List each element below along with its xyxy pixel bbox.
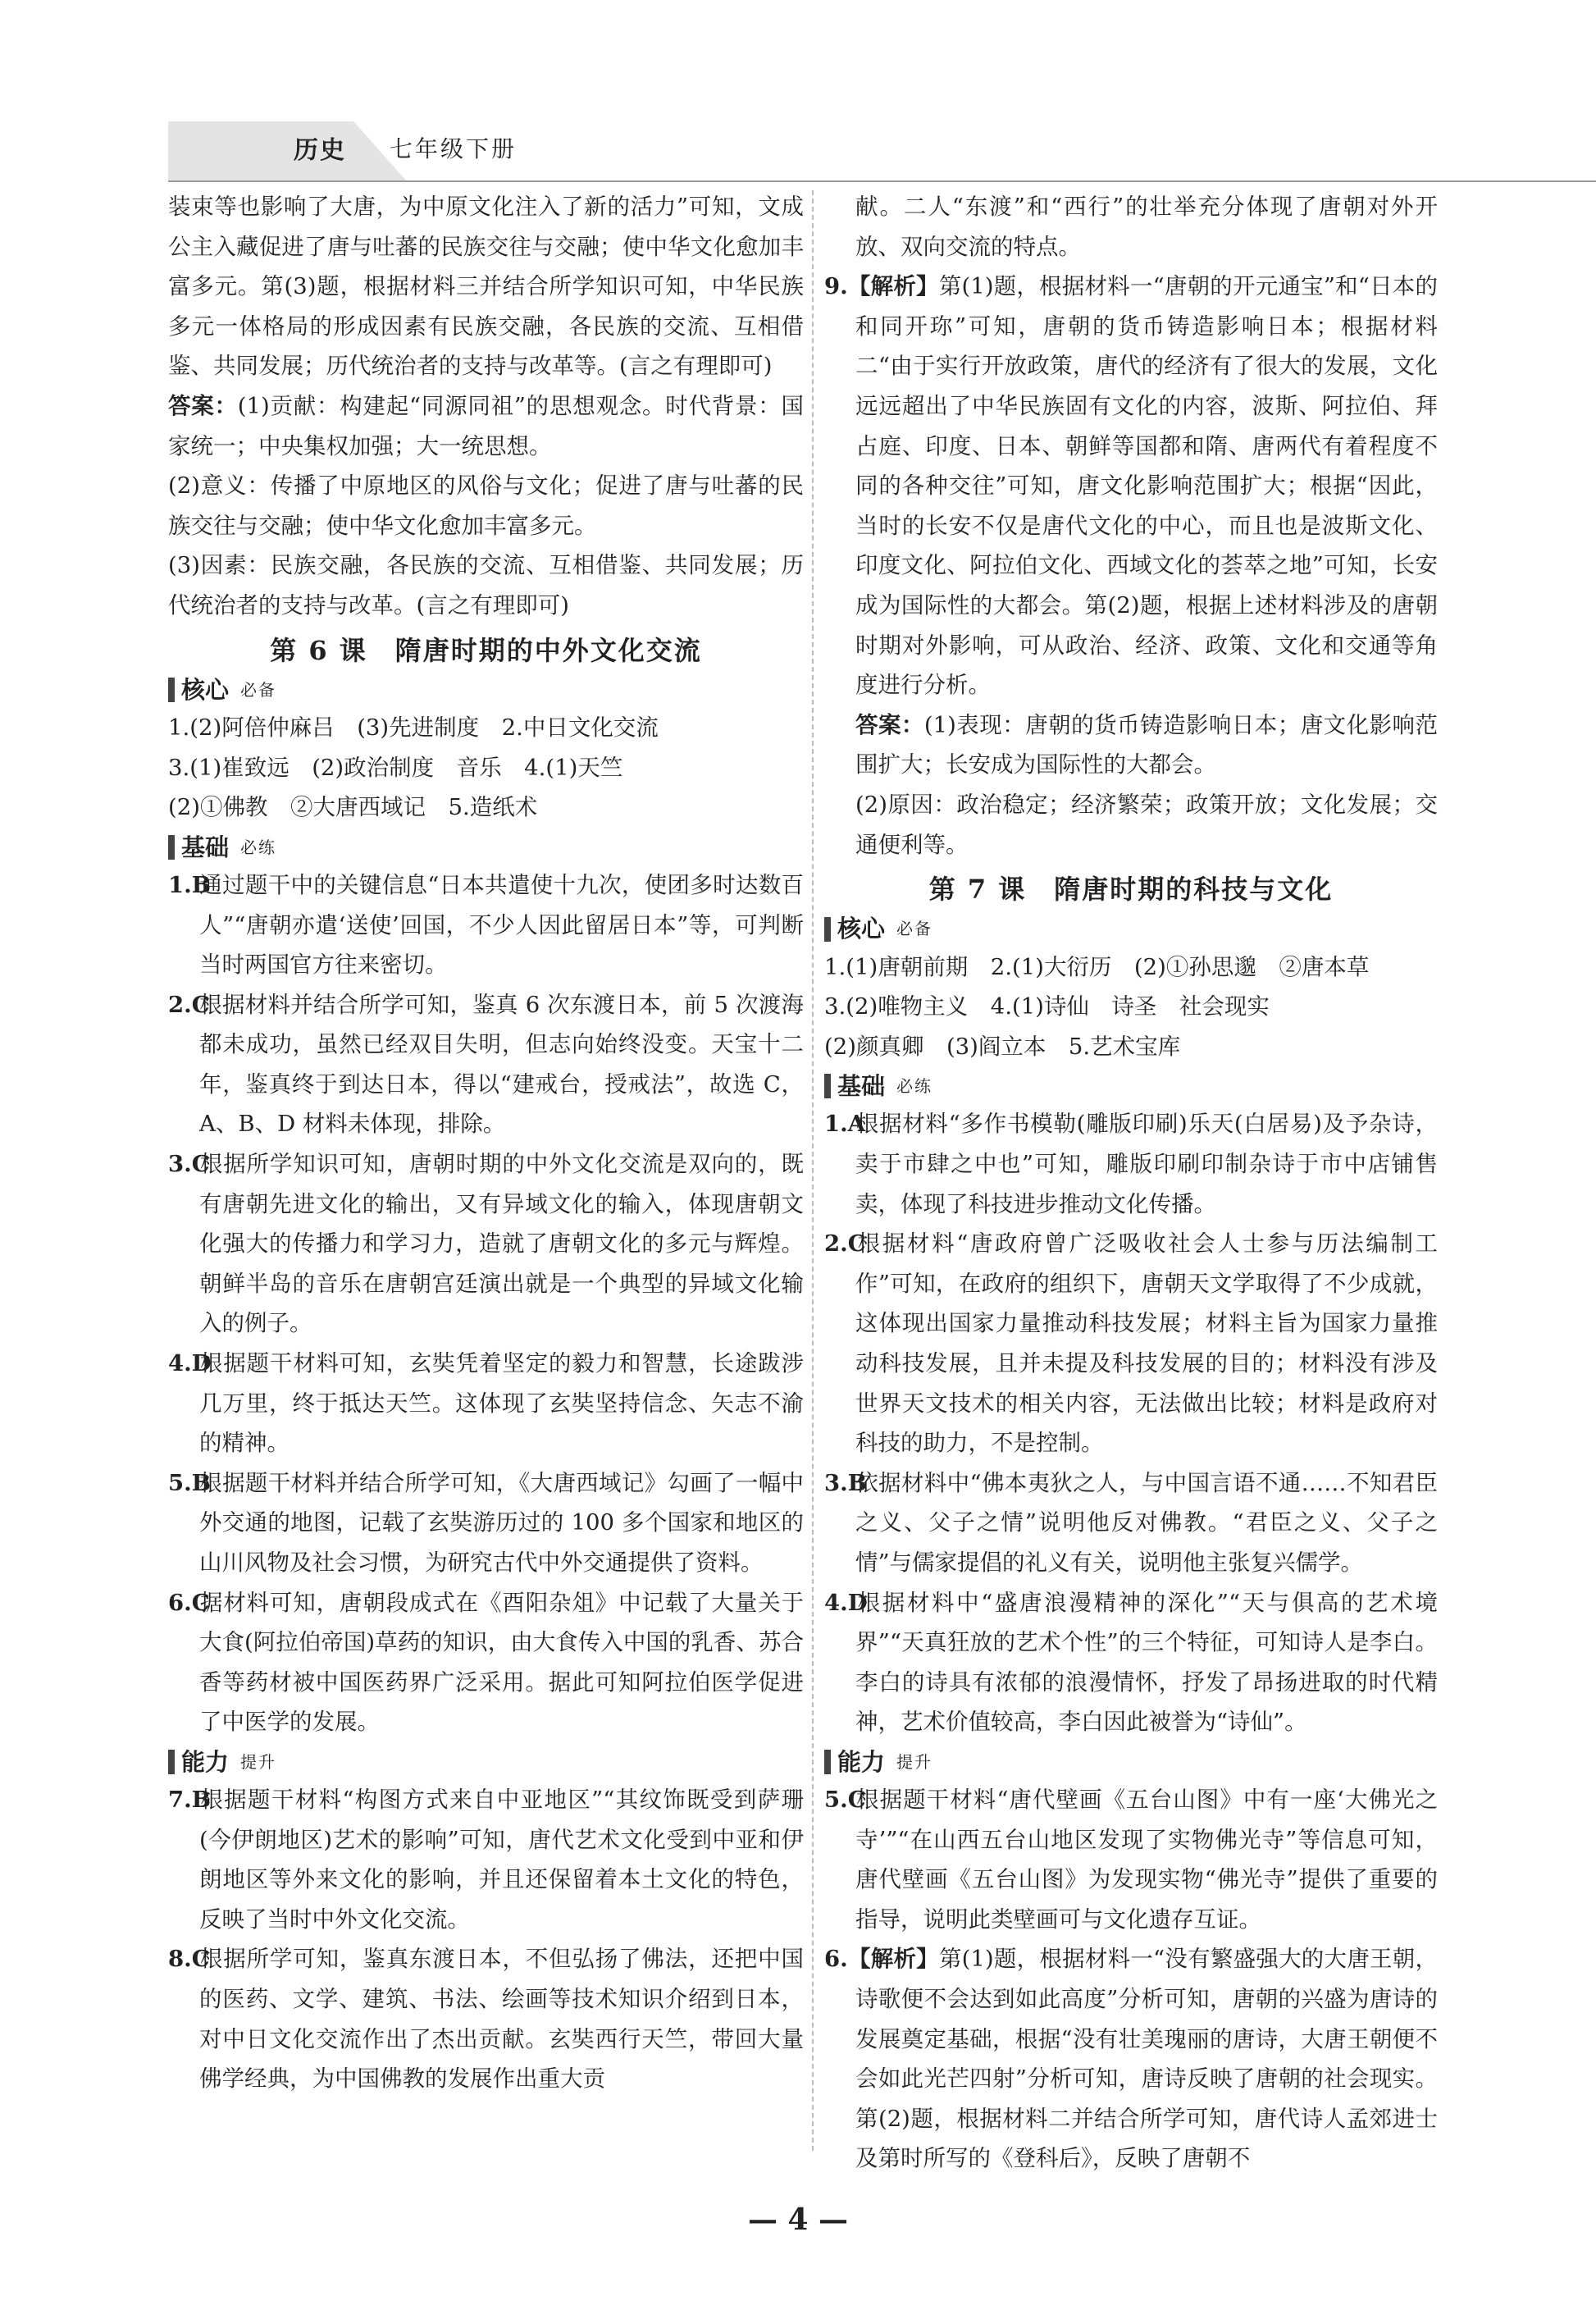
section-basic: 基础 必练 [824,1070,1438,1102]
q9-answer-line-1: 答案：(1)表现：唐朝的货币铸造影响日本；唐文化影响范围扩大；长安成为国际性的大都会。 [855,711,1439,778]
core-line: 3.(1)崔致远 (2)政治制度 音乐 4.(1)天竺 [168,754,623,781]
lesson-7-title: 第 7 课 隋唐时期的科技与文化 [928,874,1334,906]
question-6: 6.【解析】第(1)题，根据材料一“没有繁盛强大的大唐王朝，诗歌便不会达到如此高度”分析可知，唐朝的兴盛为唐诗的发展奠定基础，根据“没有壮美瑰丽的唐诗，大唐王朝便不会如此光芒四射”分析可知，唐诗反映了唐朝的社会现实。第(2)题，根据材料二并结合所学可知，唐代诗人孟郊进士及第时所写的《登科后》，反映了唐朝不 [824,1946,1439,2172]
answer-label: 答案： [168,392,238,419]
header-subject: 历史 [294,136,346,165]
question-item: 2.C根据材料“唐政府曾广泛吸收社会人士参与历法编制工作”可知，在政府的组织下，唐朝天文学取得了不少成就，这体现出国家力量推动科技发展；材料主旨为国家力量推动科技发展，且并未提及科技发展的目的；材料没有涉及世界天文技术的相关内容，无法做出比较；材料是政府对科技的助力，不是控制。 [824,1230,1438,1457]
intro-paragraph: 装束等也影响了大唐，为中原文化注入了新的活力”可知，文成公主入藏促进了唐与吐蕃的民族交往与交融；使中华文化愈加丰富多元。第(3)题，根据材料三并结合所学知识可知，中华民族多元一体格局的形成因素有民族交融，各民族的交流、互相借鉴、共同发展；历代统治者的支持与改革等。(言之有理即可) [168,194,804,380]
core-line: (2)①佛教 ②大唐西域记 5.造纸术 [168,794,538,821]
question-item: 4.D根据材料中“盛唐浪漫精神的深化”“天与俱高的艺术境界”“天真狂放的艺术个性”的三个特征，可知诗人是李白。李白的诗具有浓郁的浪漫情怀，抒发了昂扬进取的时代精神，艺术价值较高，李白因此被誉为“诗仙”。 [824,1589,1438,1736]
header-rule [168,180,1596,182]
section-basic: 基础 必练 [168,831,804,864]
question-item: 5.B根据题干材料并结合所学可知，《大唐西域记》勾画了一幅中外交通的地图，记载了玄奘游历过的 100 多个国家和地区的山川风物及社会习惯，为研究古代中外交通提供了资料。 [168,1469,804,1576]
question-item: 2.C根据材料并结合所学可知，鉴真 6 次东渡日本，前 5 次渡海都未成功，虽然已经双目失明，但志向始终没变。天宝十二年，鉴真终于到达日本，得以“建戒台，授戒法”，故选 C，A、B、D 材料未体现，排除。 [168,991,804,1138]
answer-line-1: 答案：(1)贡献：构建起“同源同祖”的思想观念。时代背景：国家统一；中央集权加强；大一统思想。 [168,392,805,459]
question-item: 3.B依据材料中“佛本夷狄之人，与中国言语不通……不知君臣之义、父子之情”说明他反对佛教。“君臣之义、父子之情”与儒家提倡的礼义有关，说明他主张复兴儒学。 [824,1469,1438,1576]
right-column [824,187,1438,2179]
left-column [168,187,804,2099]
continued-paragraph: 献。二人“东渡”和“西行”的壮举充分体现了唐朝对外开放、双向交流的特点。 [855,194,1438,260]
section-core: 核心 必备 [824,913,1438,946]
question-item: 5.C根据题干材料“唐代壁画《五台山图》中有一座‘大佛光之寺’”“在山西五台山地区发现了实物佛光寺”等信息可知，唐代壁画《五台山图》为发现实物“佛光寺”提供了重要的指导，说明此类壁画可与文化遗存互证。 [824,1786,1438,1933]
page-number: — 4 — [747,2202,849,2237]
question-item: 8.C根据所学可知，鉴真东渡日本，不但弘扬了佛法，还把中国的医药、文学、建筑、书法、绘画等技术知识介绍到日本，对中日文化交流作出了杰出贡献。玄奘西行天竺，带回大量佛学经典，为中国佛教的发展作出重大贡 [168,1946,804,2093]
answer-line-3: (3)因素：民族交融，各民族的交流、互相借鉴、共同发展；历代统治者的支持与改革。(言之有理即可) [168,552,804,618]
question-item: 6.C据材料可知，唐朝段成式在《酉阳杂俎》中记载了大量关于大食(阿拉伯帝国)草药的知识，由大食传入中国的乳香、苏合香等药材被中国医药界广泛采用。据此可知阿拉伯医学促进了中医学的发展。 [168,1589,804,1736]
section-bar [824,917,831,942]
q9-answer-line-2: (2)原因：政治稳定；经济繁荣；政策开放；文化发展；交通便利等。 [855,791,1438,858]
header-tab [168,121,406,180]
question-item: 4.D根据题干材料可知，玄奘凭着坚定的毅力和智慧，长途跋涉几万里，终于抵达天竺。这体现了玄奘坚持信念、矢志不渝的精神。 [168,1350,804,1457]
section-bar [168,835,175,860]
question-item: 1.A根据材料“多作书模勒(雕版印刷)乐天(白居易)及予杂诗，卖于市肆之中也”可知，雕版印刷印制杂诗于市中店铺售卖，体现了科技进步推动文化传播。 [824,1111,1438,1217]
section-bar [168,1750,175,1774]
section-ability: 能力 提升 [168,1746,804,1778]
section-bar [168,678,175,702]
section-core: 核心 必备 [168,673,804,706]
lesson-6-title: 第 6 课 隋唐时期的中外文化交流 [270,634,702,666]
answer-line-2: (2)意义：传播了中原地区的风俗与文化；促进了唐与吐蕃的民族交往与交融；使中华文化愈加丰富多元。 [168,472,804,539]
section-bar [824,1750,831,1774]
section-ability: 能力 提升 [824,1746,1438,1778]
question-item: 3.C根据所学知识可知，唐朝时期的中外文化交流是双向的，既有唐朝先进文化的输出，又有异域文化的输入，体现唐朝文化强大的传播力和学习力，造就了唐朝文化的多元与辉煌。朝鲜半岛的音乐在唐朝宫廷演出就是一个典型的异域文化输入的例子。 [168,1151,804,1337]
core-line: 3.(2)唯物主义 4.(1)诗仙 诗圣 社会现实 [824,993,1270,1020]
column-divider [812,190,814,2151]
core-line: 1.(2)阿倍仲麻吕 (3)先进制度 2.中日文化交流 [168,714,659,742]
core-line: (2)颜真卿 (3)阎立本 5.艺术宝库 [824,1033,1181,1060]
header-grade: 七年级下册 [390,135,518,162]
question-9: 9.【解析】第(1)题，根据材料一“唐朝的开元通宝”和“日本的和同开珎”可知，唐朝的货币铸造影响日本；根据材料二“由于实行开放政策，唐代的经济有了很大的发展，文化远远超出了中华民族固有文化的内容，波斯、阿拉伯、拜占庭、印度、日本、朝鲜等国都和隋、唐两代有着程度不同的各种交往”可知，唐文化影响范围扩大；根据“因此，当时的长安不仅是唐代文化的中心，而且也是波斯文化、印度文化、阿拉伯文化、西域文化的荟萃之地”可知，长安成为国际性的大都会。第(2)题，根据上述材料涉及的唐朝时期对外影响，可从政治、经济、政策、文化和交通等角度进行分析。 [824,273,1438,699]
core-line: 1.(1)唐朝前期 2.(1)大衍历 (2)①孙思邈 ②唐本草 [824,953,1370,980]
question-item: 7.B根据题干材料“构图方式来自中亚地区”“其纹饰既受到萨珊(今伊朗地区)艺术的影响”可知，唐代艺术文化受到中亚和伊朗地区等外来文化的影响，并且还保留着本土文化的特色，反映了当时中外文化交流。 [168,1786,804,1933]
section-bar [824,1074,831,1098]
question-item: 1.B通过题干中的关键信息“日本共遣使十九次，使团多时达数百人”“唐朝亦遣‘送使’回国，不少人因此留居日本”等，可判断当时两国官方往来密切。 [168,871,804,979]
